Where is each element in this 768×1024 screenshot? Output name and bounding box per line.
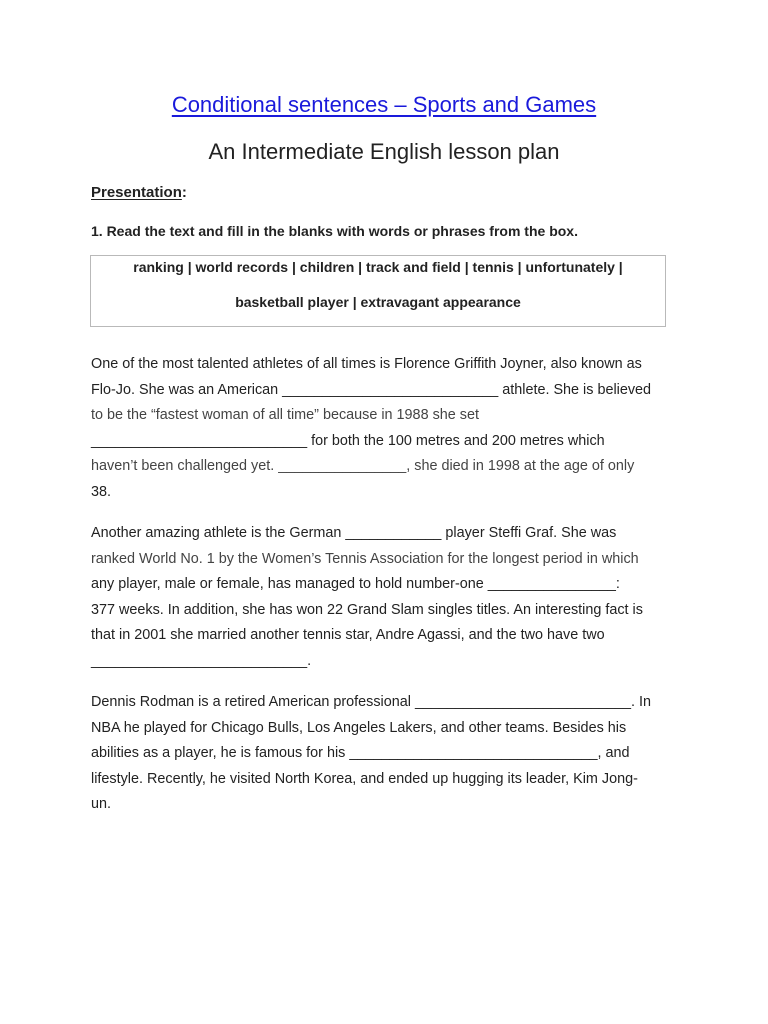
- word-box-line-2: basketball player | extravagant appearance: [235, 294, 521, 310]
- paragraph-line: ranked World No. 1 by the Women’s Tennis Association for the longest period in which: [91, 550, 639, 567]
- paragraph-line: abilities as a player, he is famous for his _______________________________, and: [91, 745, 630, 761]
- paragraph-line: ___________________________ for both the 100 metres and 200 metres which: [91, 432, 605, 449]
- paragraph-line: un.: [91, 796, 112, 812]
- document-title[interactable]: Conditional sentences – Sports and Games: [171, 92, 597, 117]
- paragraph-line: haven’t been challenged yet. ________________, she died in 1998 at the age of only: [91, 458, 635, 474]
- section-heading-label: Presentation: [91, 184, 182, 201]
- paragraph-florence-griffith-joyner: [91, 352, 691, 505]
- word-box: [90, 255, 666, 327]
- paragraph-line: 38.: [91, 483, 112, 500]
- section-heading: [91, 183, 187, 203]
- paragraph-line: any player, male or female, has managed to hold number-one ________________:: [91, 576, 620, 592]
- paragraph-dennis-rodman: [91, 690, 691, 818]
- word-box-line-1: ranking | world records | children | track and field | tennis | unfortunately |: [133, 259, 623, 275]
- paragraph-line: ___________________________.: [91, 652, 312, 669]
- paragraph-line: lifestyle. Recently, he visited North Korea, and ended up hugging its leader, Kim Jong-: [91, 770, 638, 787]
- paragraph-line: to be the “fastest woman of all time” because in 1988 she set: [91, 407, 479, 423]
- paragraph-line: Flo-Jo. She was an American ___________________________ athlete. She is believed: [91, 381, 652, 398]
- document-subtitle: An Intermediate English lesson plan: [208, 139, 560, 164]
- paragraph-line: NBA he played for Chicago Bulls, Los Angeles Lakers, and other teams. Besides his: [91, 719, 627, 736]
- paragraph-line: Another amazing athlete is the German ____________ player Steffi Graf. She was: [91, 525, 617, 541]
- paragraph-line: that in 2001 she married another tennis star, Andre Agassi, and the two have two: [91, 627, 605, 643]
- paragraph-line: 377 weeks. In addition, she has won 22 Grand Slam singles titles. An interesting fact is: [91, 601, 643, 618]
- paragraph-steffi-graf: [91, 521, 691, 674]
- section-heading-colon: :: [181, 184, 187, 201]
- exercise-instruction: 1. Read the text and fill in the blanks with words or phrases from the box.: [91, 223, 578, 239]
- paragraph-line: Dennis Rodman is a retired American professional ___________________________. In: [91, 694, 652, 710]
- paragraph-line: One of the most talented athletes of all times is Florence Griffith Joyner, also known as: [91, 356, 642, 372]
